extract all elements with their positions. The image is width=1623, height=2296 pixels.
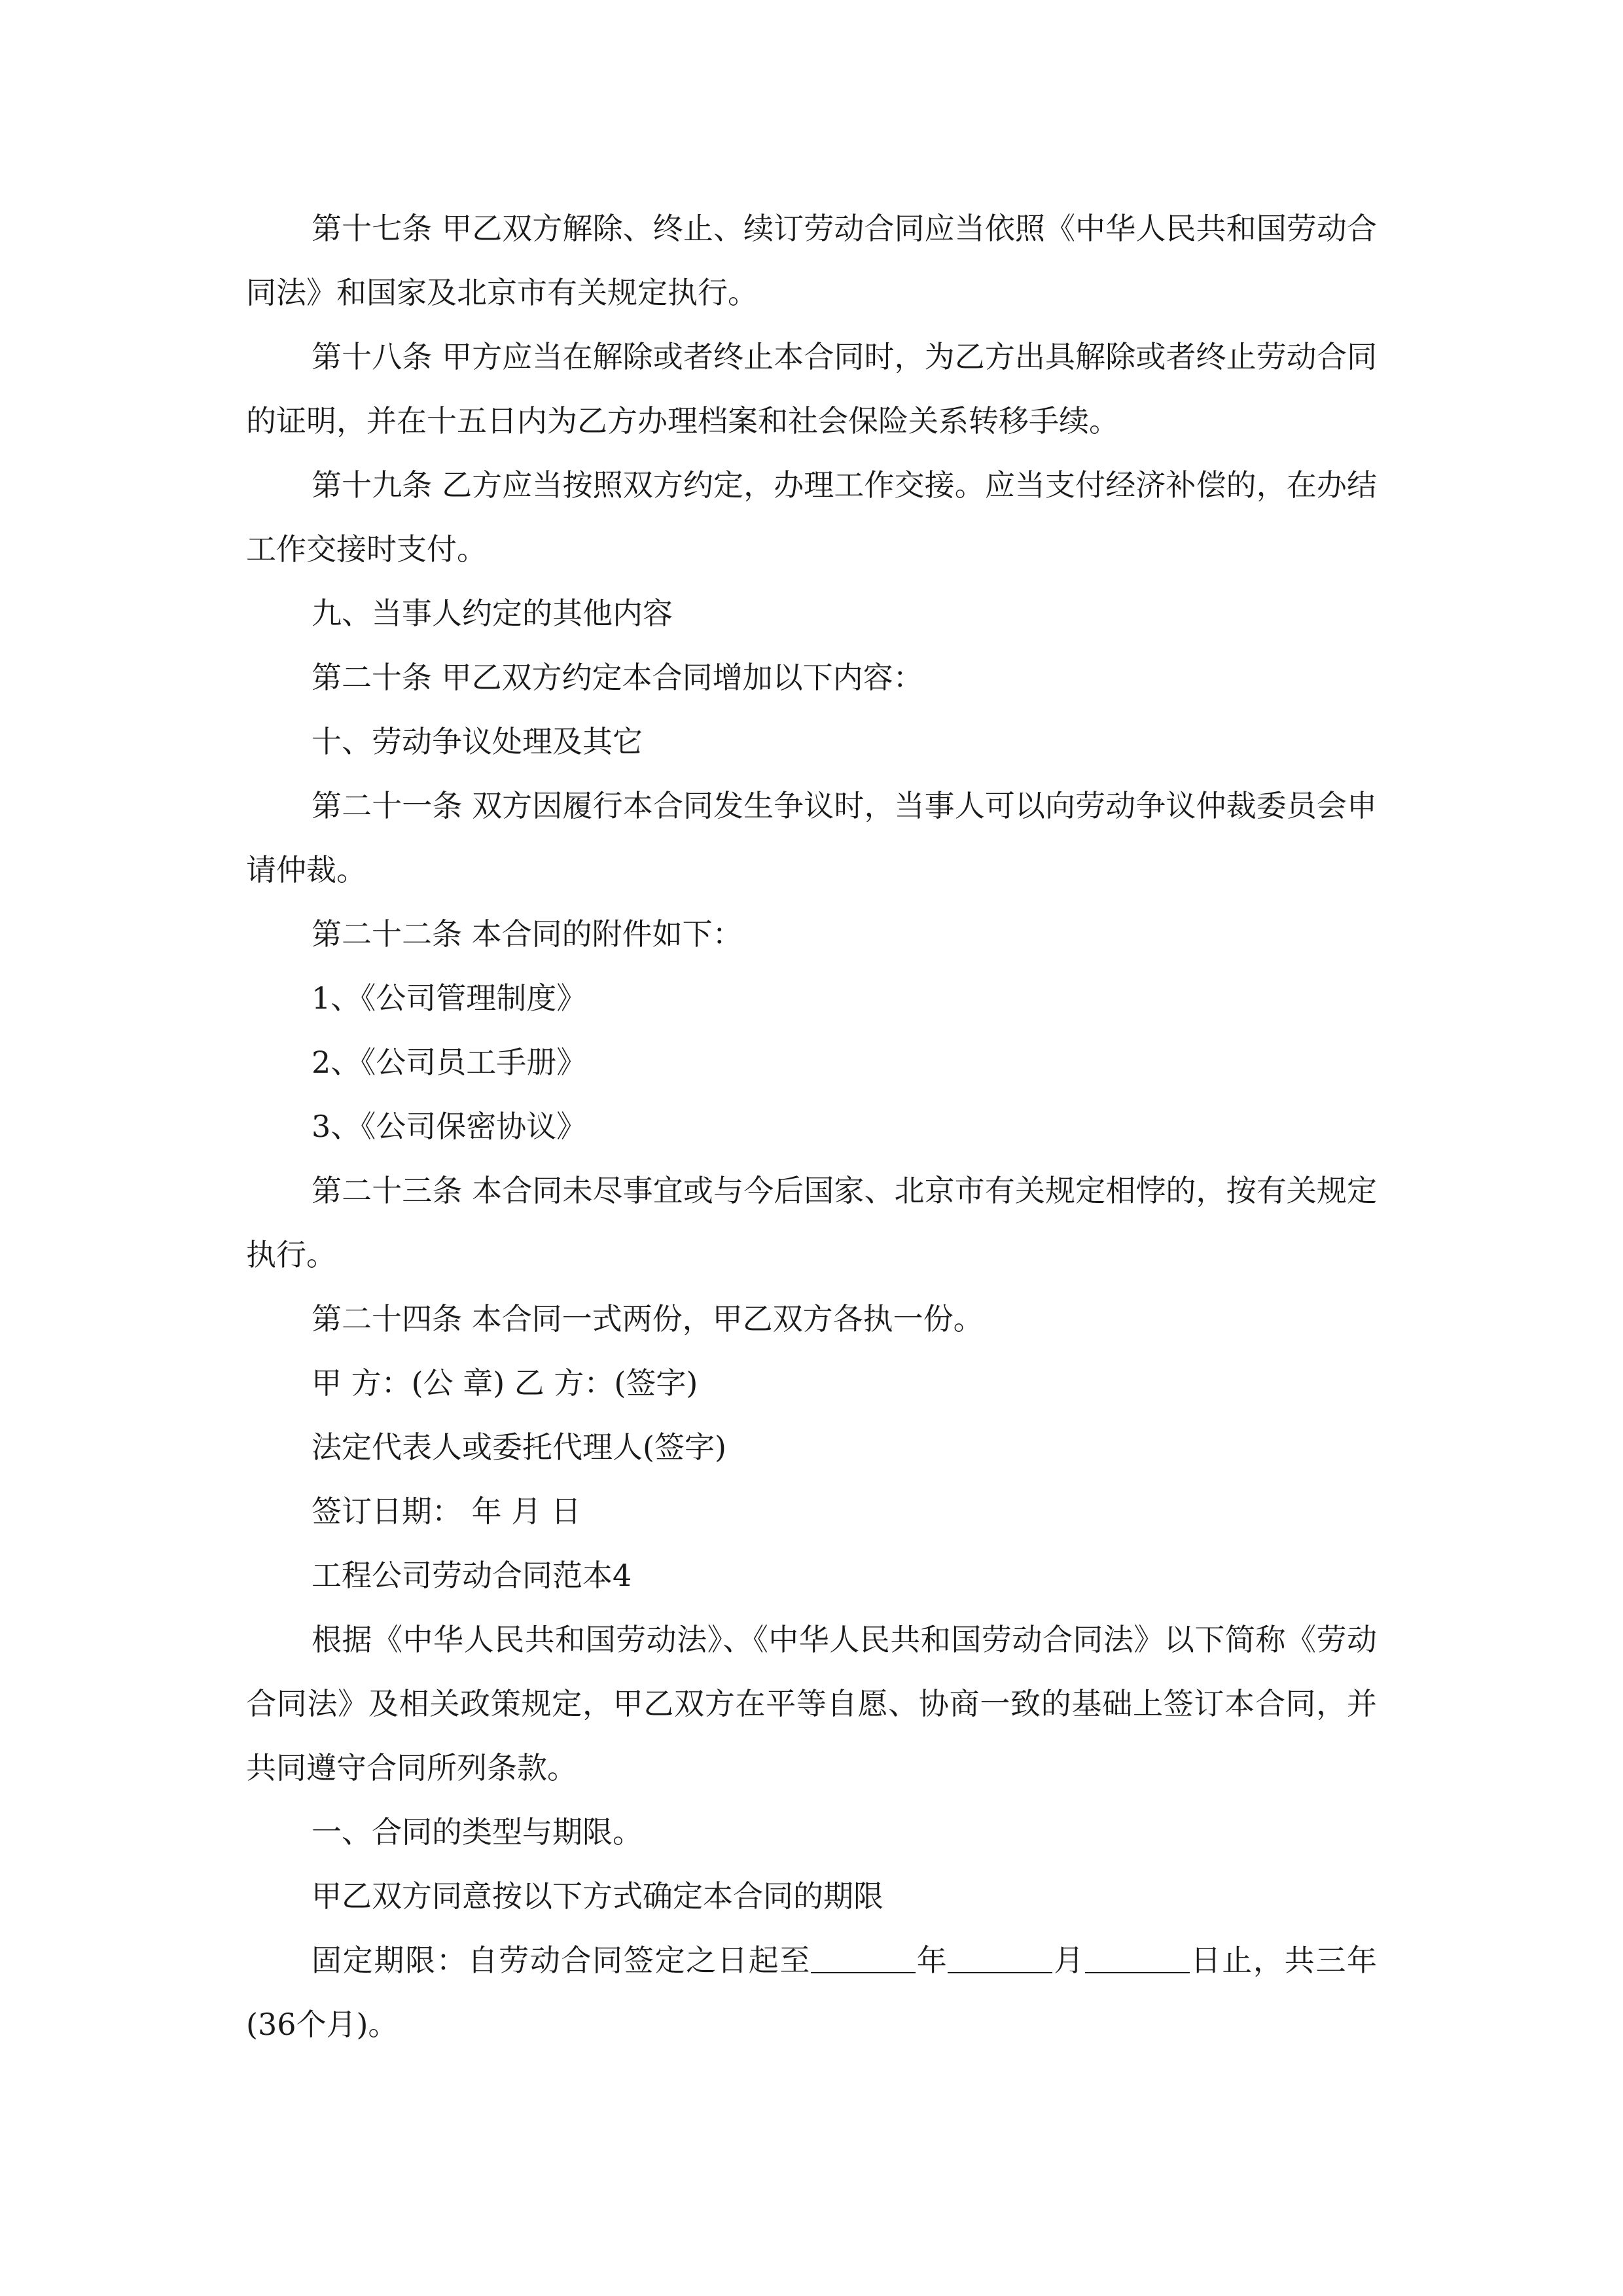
clause-19: 第十九条 乙方应当按照双方约定，办理工作交接。应当支付经济补偿的，在办结工作交接时支付。 [246,467,1377,567]
section-10-heading: 十、劳动争议处理及其它 [312,724,643,759]
fixed-term-prefix: 固定期限：自劳动合同签定之日起至 [312,1943,812,1978]
section-9-heading: 九、当事人约定的其他内容 [312,596,673,631]
attachment-1: 1、《公司管理制度》 [312,980,587,1016]
clause-21: 第二十一条 双方因履行本合同发生争议时，当事人可以向劳动争议仲裁委员会申请仲裁。 [246,788,1377,888]
month-blank [948,1946,1052,1973]
year-blank [811,1946,916,1973]
fixed-term-suffix: 日止，共三年(36个月)。 [246,1943,1378,2042]
clause-17: 第十七条 甲乙双方解除、终止、续订劳动合同应当依照《中华人民共和国劳动合同法》和国家及北京市有关规定执行。 [246,211,1377,310]
section-1-heading: 一、合同的类型与期限。 [312,1814,643,1850]
document-body [246,196,1377,2056]
month-label: 月 [1052,1943,1085,1978]
attachment-2: 2、《公司员工手册》 [312,1045,587,1080]
attachment-3: 3、《公司保密协议》 [312,1109,587,1144]
term-agreement: 甲乙双方同意按以下方式确定本合同的期限 [312,1878,883,1914]
day-blank [1085,1946,1190,1973]
preamble: 根据《中华人民共和国劳动法》、《中华人民共和国劳动合同法》以下简称《劳动合同法》及相关政策规定，甲乙双方在平等自愿、协商一致的基础上签订本合同，并共同遵守合同所列条款。 [246,1622,1377,1785]
signing-date: 签订日期： 年 月 日 [312,1494,581,1529]
clause-24: 第二十四条 本合同一式两份，甲乙双方各执一份。 [312,1301,984,1336]
legal-representative: 法定代表人或委托代理人(签字) [312,1429,726,1465]
clause-23: 第二十三条 本合同未尽事宜或与今后国家、北京市有关规定相悖的，按有关规定执行。 [246,1173,1377,1272]
clause-20: 第二十条 甲乙双方约定本合同增加以下内容： [312,660,923,695]
clause-22: 第二十二条 本合同的附件如下： [312,916,743,952]
year-label: 年 [916,1943,948,1978]
template-title: 工程公司劳动合同范本4 [312,1558,632,1593]
signature-parties: 甲 方：(公 章) 乙 方：(签字) [312,1365,698,1401]
clause-18: 第十八条 甲方应当在解除或者终止本合同时，为乙方出具解除或者终止劳动合同的证明，并在十五日内为乙方办理档案和社会保险关系转移手续。 [246,339,1377,439]
fixed-term-clause [246,1928,1377,2056]
